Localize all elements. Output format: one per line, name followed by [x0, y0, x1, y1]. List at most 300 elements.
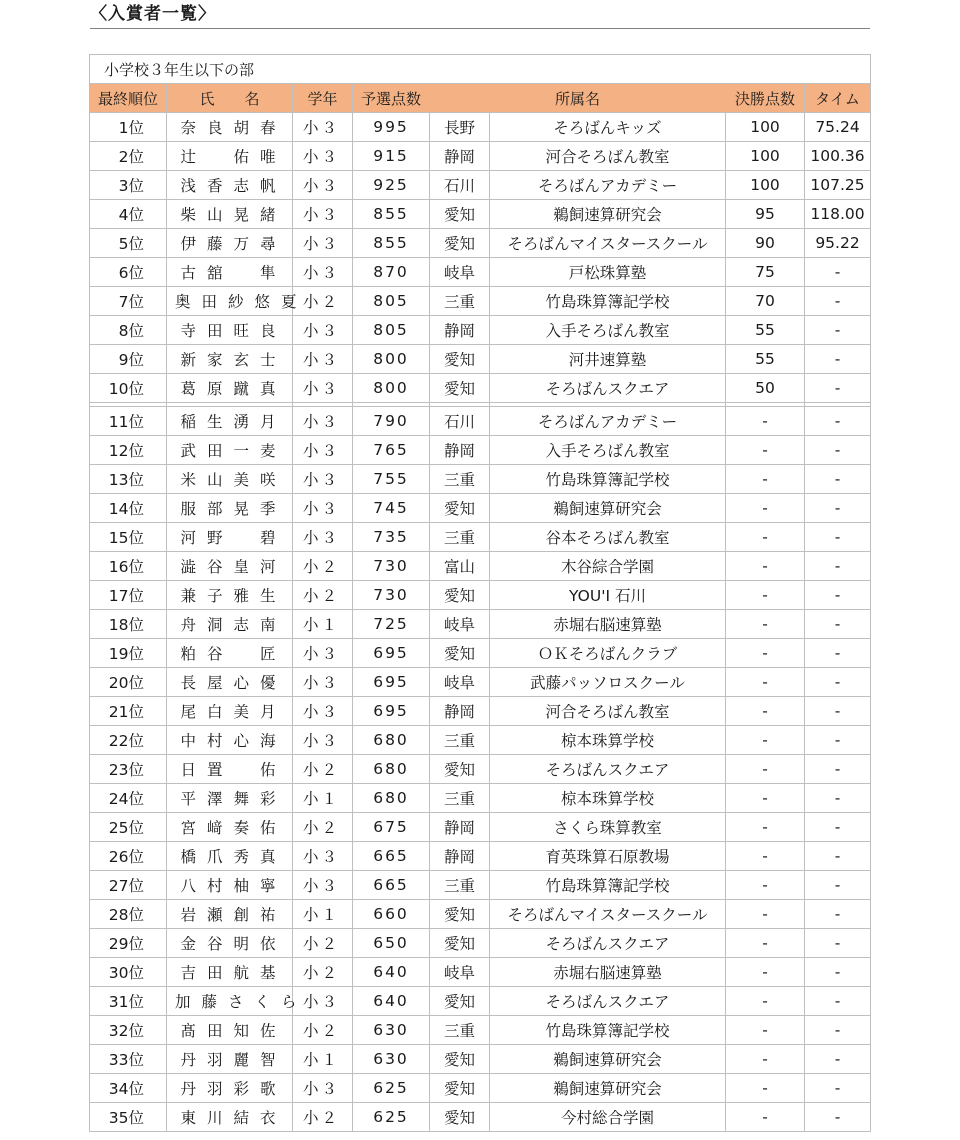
- time-cell: -: [805, 639, 871, 668]
- prefecture-cell: 静岡: [430, 842, 490, 871]
- section-caption-row: [90, 55, 871, 84]
- table-row: [90, 436, 871, 465]
- header-grade: 学年: [293, 84, 353, 113]
- time-cell: -: [805, 726, 871, 755]
- time-cell: -: [805, 1045, 871, 1074]
- school-cell: そろばんスクエア: [490, 755, 726, 784]
- time-cell: -: [805, 407, 871, 436]
- rank-cell: 7位: [90, 287, 167, 316]
- school-cell: そろばんスクエア: [490, 374, 726, 403]
- school-cell: 赤堀右脳速算塾: [490, 610, 726, 639]
- rank-cell: 21位: [90, 697, 167, 726]
- school-cell: YOU'I 石川: [490, 581, 726, 610]
- table-row: [90, 726, 871, 755]
- final-points-cell: -: [726, 523, 805, 552]
- final-points-cell: -: [726, 1074, 805, 1103]
- rank-cell: 19位: [90, 639, 167, 668]
- grade-cell: 小３: [293, 374, 353, 403]
- prelim-points-cell: 730: [353, 581, 430, 610]
- table-row: [90, 1074, 871, 1103]
- name-cell: 武田一麦: [167, 436, 293, 465]
- school-cell: 鵜飼速算研究会: [490, 200, 726, 229]
- time-cell: -: [805, 581, 871, 610]
- table-row: [90, 552, 871, 581]
- name-cell: 丹羽麗智: [167, 1045, 293, 1074]
- grade-cell: 小３: [293, 171, 353, 200]
- rank-cell: 27位: [90, 871, 167, 900]
- time-cell: -: [805, 755, 871, 784]
- rank-cell: 3位: [90, 171, 167, 200]
- header-time: タイム: [805, 84, 871, 113]
- time-cell: -: [805, 987, 871, 1016]
- header-row: [90, 84, 871, 113]
- name-cell: 髙田知佐: [167, 1016, 293, 1045]
- prefecture-cell: 愛知: [430, 900, 490, 929]
- prelim-points-cell: 725: [353, 610, 430, 639]
- rank-cell: 25位: [90, 813, 167, 842]
- prefecture-cell: 石川: [430, 171, 490, 200]
- school-cell: 椋本珠算学校: [490, 726, 726, 755]
- rank-cell: 24位: [90, 784, 167, 813]
- name-cell: 服部晃季: [167, 494, 293, 523]
- final-points-cell: 75: [726, 258, 805, 287]
- rank-cell: 29位: [90, 929, 167, 958]
- table-row: [90, 229, 871, 258]
- final-points-cell: -: [726, 581, 805, 610]
- prelim-points-cell: 765: [353, 436, 430, 465]
- final-points-cell: -: [726, 987, 805, 1016]
- school-cell: 戸松珠算塾: [490, 258, 726, 287]
- time-cell: -: [805, 842, 871, 871]
- table-row: [90, 784, 871, 813]
- page-title: 〈入賞者一覧〉: [90, 2, 870, 29]
- grade-cell: 小３: [293, 871, 353, 900]
- time-cell: -: [805, 316, 871, 345]
- name-cell: 奥田紗悠夏: [167, 287, 293, 316]
- prefecture-cell: 愛知: [430, 345, 490, 374]
- final-points-cell: -: [726, 784, 805, 813]
- name-cell: 加藤さくら: [167, 987, 293, 1016]
- prefecture-cell: 愛知: [430, 494, 490, 523]
- final-points-cell: -: [726, 639, 805, 668]
- prefecture-cell: 三重: [430, 523, 490, 552]
- rank-cell: 6位: [90, 258, 167, 287]
- prefecture-cell: 愛知: [430, 581, 490, 610]
- time-cell: 107.25: [805, 171, 871, 200]
- school-cell: 入手そろばん教室: [490, 436, 726, 465]
- name-cell: 奈良胡春: [167, 113, 293, 142]
- prefecture-cell: 富山: [430, 552, 490, 581]
- table-row: [90, 871, 871, 900]
- rank-cell: 16位: [90, 552, 167, 581]
- final-points-cell: -: [726, 436, 805, 465]
- name-cell: 柴山晃緒: [167, 200, 293, 229]
- prelim-points-cell: 695: [353, 697, 430, 726]
- table-row: [90, 639, 871, 668]
- rank-cell: 26位: [90, 842, 167, 871]
- school-cell: 椋本珠算学校: [490, 784, 726, 813]
- final-points-cell: 70: [726, 287, 805, 316]
- prefecture-cell: 静岡: [430, 436, 490, 465]
- name-cell: 金谷明依: [167, 929, 293, 958]
- prelim-points-cell: 640: [353, 958, 430, 987]
- prelim-points-cell: 755: [353, 465, 430, 494]
- time-cell: -: [805, 813, 871, 842]
- grade-cell: 小３: [293, 987, 353, 1016]
- school-cell: 河合そろばん教室: [490, 142, 726, 171]
- rank-cell: 30位: [90, 958, 167, 987]
- time-cell: -: [805, 374, 871, 403]
- prelim-points-cell: 675: [353, 813, 430, 842]
- time-cell: -: [805, 900, 871, 929]
- grade-cell: 小２: [293, 755, 353, 784]
- table-row: [90, 958, 871, 987]
- table-row: [90, 113, 871, 142]
- grade-cell: 小３: [293, 316, 353, 345]
- name-cell: 兼子雅生: [167, 581, 293, 610]
- prelim-points-cell: 790: [353, 407, 430, 436]
- school-cell: そろばんキッズ: [490, 113, 726, 142]
- rank-cell: 35位: [90, 1103, 167, 1132]
- final-points-cell: -: [726, 407, 805, 436]
- school-cell: そろばんマイスタースクール: [490, 229, 726, 258]
- grade-cell: 小２: [293, 958, 353, 987]
- preliminary-rows: [90, 407, 871, 1132]
- final-points-cell: -: [726, 1045, 805, 1074]
- prefecture-cell: 岐阜: [430, 258, 490, 287]
- final-points-cell: -: [726, 842, 805, 871]
- prelim-points-cell: 630: [353, 1016, 430, 1045]
- results-table: [89, 54, 871, 1132]
- prefecture-cell: 静岡: [430, 142, 490, 171]
- name-cell: 東川結衣: [167, 1103, 293, 1132]
- school-cell: そろばんアカデミー: [490, 171, 726, 200]
- prelim-points-cell: 640: [353, 987, 430, 1016]
- table-row: [90, 258, 871, 287]
- name-cell: 丹羽彩歌: [167, 1074, 293, 1103]
- rank-cell: 8位: [90, 316, 167, 345]
- rank-cell: 34位: [90, 1074, 167, 1103]
- final-points-cell: -: [726, 900, 805, 929]
- prefecture-cell: 愛知: [430, 200, 490, 229]
- prelim-points-cell: 730: [353, 552, 430, 581]
- school-cell: 竹島珠算簿記学校: [490, 1016, 726, 1045]
- school-cell: 竹島珠算簿記学校: [490, 871, 726, 900]
- rank-cell: 12位: [90, 436, 167, 465]
- school-cell: 入手そろばん教室: [490, 316, 726, 345]
- school-cell: そろばんマイスタースクール: [490, 900, 726, 929]
- grade-cell: 小１: [293, 784, 353, 813]
- grade-cell: 小３: [293, 697, 353, 726]
- grade-cell: 小３: [293, 436, 353, 465]
- final-points-cell: -: [726, 668, 805, 697]
- prefecture-cell: 愛知: [430, 1103, 490, 1132]
- grade-cell: 小３: [293, 639, 353, 668]
- prelim-points-cell: 665: [353, 842, 430, 871]
- table-row: [90, 755, 871, 784]
- table-row: [90, 345, 871, 374]
- table-row: [90, 1045, 871, 1074]
- prefecture-cell: 愛知: [430, 929, 490, 958]
- prefecture-cell: 愛知: [430, 987, 490, 1016]
- school-cell: 育英珠算石原教場: [490, 842, 726, 871]
- final-points-cell: 50: [726, 374, 805, 403]
- rank-cell: 13位: [90, 465, 167, 494]
- final-points-cell: -: [726, 610, 805, 639]
- table-row: [90, 142, 871, 171]
- grade-cell: 小２: [293, 581, 353, 610]
- name-cell: 長屋心優: [167, 668, 293, 697]
- prefecture-cell: 石川: [430, 407, 490, 436]
- prefecture-cell: 愛知: [430, 1045, 490, 1074]
- name-cell: 新家玄士: [167, 345, 293, 374]
- grade-cell: 小３: [293, 258, 353, 287]
- name-cell: 日置 佑: [167, 755, 293, 784]
- final-points-cell: -: [726, 871, 805, 900]
- prelim-points-cell: 855: [353, 200, 430, 229]
- header-affiliation: 所属名: [430, 84, 726, 113]
- rank-cell: 18位: [90, 610, 167, 639]
- grade-cell: 小２: [293, 813, 353, 842]
- final-points-cell: 55: [726, 316, 805, 345]
- prelim-points-cell: 680: [353, 726, 430, 755]
- final-points-cell: 55: [726, 345, 805, 374]
- table-row: [90, 287, 871, 316]
- school-cell: 赤堀右脳速算塾: [490, 958, 726, 987]
- final-points-cell: -: [726, 494, 805, 523]
- prelim-points-cell: 680: [353, 755, 430, 784]
- time-cell: -: [805, 697, 871, 726]
- time-cell: -: [805, 958, 871, 987]
- rank-cell: 5位: [90, 229, 167, 258]
- school-cell: そろばんスクエア: [490, 987, 726, 1016]
- table-row: [90, 374, 871, 403]
- name-cell: 古舘 隼: [167, 258, 293, 287]
- header-rank: 最終順位: [90, 84, 167, 113]
- prefecture-cell: 岐阜: [430, 610, 490, 639]
- table-row: [90, 171, 871, 200]
- time-cell: -: [805, 436, 871, 465]
- time-cell: -: [805, 345, 871, 374]
- grade-cell: 小３: [293, 465, 353, 494]
- prefecture-cell: 岐阜: [430, 668, 490, 697]
- time-cell: -: [805, 552, 871, 581]
- final-points-cell: 100: [726, 171, 805, 200]
- final-points-cell: 90: [726, 229, 805, 258]
- name-cell: 粕谷 匠: [167, 639, 293, 668]
- final-points-cell: -: [726, 552, 805, 581]
- name-cell: 岩瀬創祐: [167, 900, 293, 929]
- final-points-cell: -: [726, 755, 805, 784]
- grade-cell: 小３: [293, 668, 353, 697]
- table-row: [90, 1103, 871, 1132]
- grade-cell: 小３: [293, 842, 353, 871]
- final-points-cell: -: [726, 726, 805, 755]
- table-row: [90, 987, 871, 1016]
- time-cell: -: [805, 494, 871, 523]
- time-cell: -: [805, 929, 871, 958]
- table-row: [90, 1016, 871, 1045]
- time-cell: 118.00: [805, 200, 871, 229]
- prelim-points-cell: 660: [353, 900, 430, 929]
- table-row: [90, 581, 871, 610]
- prelim-points-cell: 870: [353, 258, 430, 287]
- time-cell: -: [805, 523, 871, 552]
- grade-cell: 小３: [293, 142, 353, 171]
- school-cell: 竹島珠算簿記学校: [490, 287, 726, 316]
- final-points-cell: 100: [726, 113, 805, 142]
- school-cell: 河合そろばん教室: [490, 697, 726, 726]
- rank-cell: 10位: [90, 374, 167, 403]
- table-row: [90, 610, 871, 639]
- name-cell: 寺田旺良: [167, 316, 293, 345]
- prelim-points-cell: 735: [353, 523, 430, 552]
- grade-cell: 小３: [293, 523, 353, 552]
- table-row: [90, 316, 871, 345]
- time-cell: -: [805, 610, 871, 639]
- prelim-points-cell: 925: [353, 171, 430, 200]
- name-cell: 葛原蹴真: [167, 374, 293, 403]
- prelim-points-cell: 695: [353, 639, 430, 668]
- prefecture-cell: 愛知: [430, 229, 490, 258]
- school-cell: 鵜飼速算研究会: [490, 1074, 726, 1103]
- school-cell: 竹島珠算簿記学校: [490, 465, 726, 494]
- prelim-points-cell: 625: [353, 1074, 430, 1103]
- prefecture-cell: 三重: [430, 784, 490, 813]
- rank-cell: 1位: [90, 113, 167, 142]
- school-cell: 河井速算塾: [490, 345, 726, 374]
- final-points-cell: -: [726, 929, 805, 958]
- prelim-points-cell: 650: [353, 929, 430, 958]
- rank-cell: 9位: [90, 345, 167, 374]
- name-cell: 橋爪秀真: [167, 842, 293, 871]
- name-cell: 八村柚寧: [167, 871, 293, 900]
- header-prelim-points: 予選点数: [353, 84, 430, 113]
- rank-cell: 20位: [90, 668, 167, 697]
- final-points-cell: 100: [726, 142, 805, 171]
- name-cell: 平澤舞彩: [167, 784, 293, 813]
- grade-cell: 小３: [293, 113, 353, 142]
- grade-cell: 小３: [293, 494, 353, 523]
- prefecture-cell: 三重: [430, 1016, 490, 1045]
- header-name: 氏 名: [167, 84, 293, 113]
- grade-cell: 小３: [293, 407, 353, 436]
- table-row: [90, 900, 871, 929]
- school-cell: 鵜飼速算研究会: [490, 494, 726, 523]
- prelim-points-cell: 630: [353, 1045, 430, 1074]
- prelim-points-cell: 680: [353, 784, 430, 813]
- grade-cell: 小２: [293, 1016, 353, 1045]
- grade-cell: 小３: [293, 1074, 353, 1103]
- school-cell: 鵜飼速算研究会: [490, 1045, 726, 1074]
- section-caption: 小学校３年生以下の部: [90, 55, 871, 84]
- name-cell: 中村心海: [167, 726, 293, 755]
- table-row: [90, 494, 871, 523]
- grade-cell: 小３: [293, 726, 353, 755]
- prefecture-cell: 三重: [430, 287, 490, 316]
- grade-cell: 小１: [293, 1045, 353, 1074]
- name-cell: 舟洞志南: [167, 610, 293, 639]
- prefecture-cell: 三重: [430, 726, 490, 755]
- time-cell: -: [805, 258, 871, 287]
- prefecture-cell: 静岡: [430, 813, 490, 842]
- table-row: [90, 200, 871, 229]
- final-points-cell: -: [726, 1103, 805, 1132]
- rank-cell: 28位: [90, 900, 167, 929]
- final-points-cell: -: [726, 465, 805, 494]
- time-cell: -: [805, 1016, 871, 1045]
- rank-cell: 33位: [90, 1045, 167, 1074]
- finalist-rows: [90, 113, 871, 403]
- prefecture-cell: 岐阜: [430, 958, 490, 987]
- school-cell: ＯＫそろばんクラブ: [490, 639, 726, 668]
- prefecture-cell: 三重: [430, 871, 490, 900]
- final-points-cell: -: [726, 697, 805, 726]
- prelim-points-cell: 665: [353, 871, 430, 900]
- prelim-points-cell: 625: [353, 1103, 430, 1132]
- grade-cell: 小３: [293, 200, 353, 229]
- name-cell: 伊藤万尋: [167, 229, 293, 258]
- prefecture-cell: 愛知: [430, 639, 490, 668]
- name-cell: 宮﨑奏佑: [167, 813, 293, 842]
- time-cell: -: [805, 784, 871, 813]
- name-cell: 米山美咲: [167, 465, 293, 494]
- final-points-cell: 95: [726, 200, 805, 229]
- rank-cell: 17位: [90, 581, 167, 610]
- table-row: [90, 842, 871, 871]
- prelim-points-cell: 745: [353, 494, 430, 523]
- prelim-points-cell: 805: [353, 287, 430, 316]
- school-cell: 武藤パッソロスクール: [490, 668, 726, 697]
- grade-cell: 小３: [293, 229, 353, 258]
- prelim-points-cell: 805: [353, 316, 430, 345]
- results-table-container: [89, 54, 870, 1132]
- grade-cell: 小１: [293, 610, 353, 639]
- prefecture-cell: 愛知: [430, 755, 490, 784]
- school-cell: 谷本そろばん教室: [490, 523, 726, 552]
- prefecture-cell: 静岡: [430, 697, 490, 726]
- prelim-points-cell: 800: [353, 374, 430, 403]
- prelim-points-cell: 800: [353, 345, 430, 374]
- rank-cell: 4位: [90, 200, 167, 229]
- rank-cell: 22位: [90, 726, 167, 755]
- table-row: [90, 668, 871, 697]
- prefecture-cell: 静岡: [430, 316, 490, 345]
- name-cell: 河野 碧: [167, 523, 293, 552]
- time-cell: -: [805, 465, 871, 494]
- time-cell: -: [805, 1103, 871, 1132]
- time-cell: -: [805, 1074, 871, 1103]
- rank-cell: 31位: [90, 987, 167, 1016]
- grade-cell: 小２: [293, 552, 353, 581]
- final-points-cell: -: [726, 813, 805, 842]
- time-cell: -: [805, 871, 871, 900]
- time-cell: 100.36: [805, 142, 871, 171]
- rank-cell: 11位: [90, 407, 167, 436]
- school-cell: さくら珠算教室: [490, 813, 726, 842]
- prefecture-cell: 長野: [430, 113, 490, 142]
- table-row: [90, 929, 871, 958]
- school-cell: そろばんアカデミー: [490, 407, 726, 436]
- table-row: [90, 697, 871, 726]
- prefecture-cell: 愛知: [430, 374, 490, 403]
- school-cell: 木谷綜合学園: [490, 552, 726, 581]
- header-final-points: 決勝点数: [726, 84, 805, 113]
- final-points-cell: -: [726, 958, 805, 987]
- grade-cell: 小２: [293, 929, 353, 958]
- rank-cell: 2位: [90, 142, 167, 171]
- prelim-points-cell: 995: [353, 113, 430, 142]
